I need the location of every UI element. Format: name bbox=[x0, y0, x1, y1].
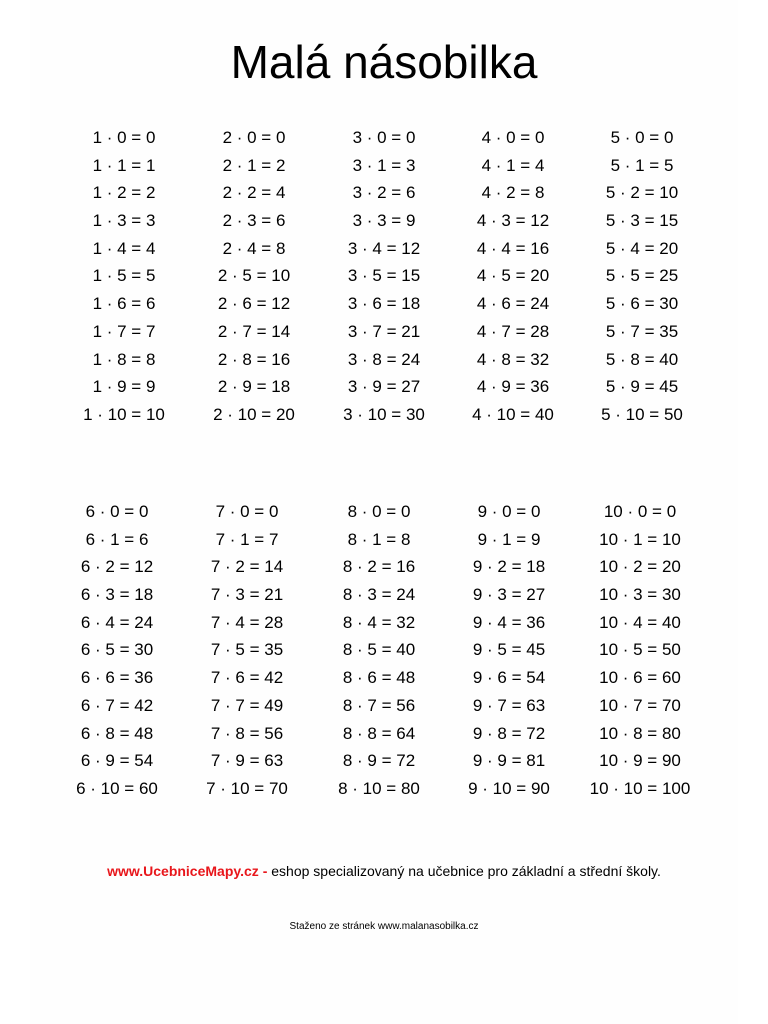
table-row: 7 · 1 = 7 bbox=[215, 529, 279, 549]
table-row: 1 · 4 = 4 bbox=[92, 238, 156, 258]
table-row: 1 · 3 = 3 bbox=[92, 211, 156, 231]
table-row: 6 · 2 = 12 bbox=[80, 557, 154, 577]
table-row: 3 · 6 = 18 bbox=[347, 294, 421, 314]
table-row: 4 · 2 = 8 bbox=[481, 183, 545, 203]
table-row: 6 · 5 = 30 bbox=[80, 640, 154, 660]
table-row: 5 · 4 = 20 bbox=[605, 238, 679, 258]
table-row: 5 · 2 = 10 bbox=[605, 183, 679, 203]
table-row: 8 · 0 = 0 bbox=[347, 502, 411, 521]
table-row: 9 · 7 = 63 bbox=[472, 695, 546, 715]
table-row: 9 · 4 = 36 bbox=[472, 612, 546, 632]
table-row: 3 · 0 = 0 bbox=[352, 128, 416, 147]
table-row: 8 · 9 = 72 bbox=[342, 751, 416, 771]
table-row: 9 · 10 = 90 bbox=[468, 778, 550, 798]
table-row: 10 · 9 = 90 bbox=[599, 751, 681, 771]
table-row: 1 · 0 = 0 bbox=[92, 128, 156, 147]
table-column bbox=[57, 498, 177, 803]
table-row: 8 · 1 = 8 bbox=[347, 529, 411, 549]
table-row: 5 · 9 = 45 bbox=[605, 377, 679, 397]
table-row: 3 · 8 = 24 bbox=[347, 349, 421, 369]
page-title: Malá násobilka bbox=[230, 36, 538, 88]
table-row: 4 · 8 = 32 bbox=[476, 349, 550, 369]
table-row: 9 · 3 = 27 bbox=[472, 585, 546, 605]
table-row: 1 · 8 = 8 bbox=[92, 349, 156, 369]
table-row: 2 · 7 = 14 bbox=[217, 321, 291, 341]
table-row: 2 · 4 = 8 bbox=[222, 238, 286, 258]
table-row: 7 · 4 = 28 bbox=[210, 612, 284, 632]
table-row: 3 · 4 = 12 bbox=[347, 238, 421, 258]
table-row: 6 · 4 = 24 bbox=[80, 612, 154, 632]
table-row: 5 · 3 = 15 bbox=[605, 211, 679, 231]
table-row: 8 · 3 = 24 bbox=[342, 585, 416, 605]
table-row: 9 · 1 = 9 bbox=[477, 529, 541, 549]
table-row: 10 · 6 = 60 bbox=[599, 668, 681, 688]
table-row: 1 · 2 = 2 bbox=[92, 183, 156, 203]
table-column bbox=[580, 498, 700, 803]
table-row: 10 · 5 = 50 bbox=[599, 640, 681, 660]
table-row: 3 · 10 = 30 bbox=[343, 404, 425, 424]
table-row: 1 · 9 = 9 bbox=[92, 377, 156, 397]
table-row: 9 · 2 = 18 bbox=[472, 557, 546, 577]
table-row: 7 · 9 = 63 bbox=[210, 751, 284, 771]
table-row: 7 · 5 = 35 bbox=[210, 640, 284, 660]
source-note: Staženo ze stránek www.malanasobilka.cz bbox=[289, 921, 479, 932]
table-row: 4 · 0 = 0 bbox=[481, 128, 545, 147]
table-row: 6 · 7 = 42 bbox=[80, 695, 154, 715]
table-row: 6 · 8 = 48 bbox=[80, 723, 154, 743]
table-row: 1 · 6 = 6 bbox=[92, 294, 156, 314]
table-column bbox=[453, 124, 573, 429]
table-row: 7 · 0 = 0 bbox=[215, 502, 279, 521]
table-column bbox=[187, 498, 307, 803]
table-row: 10 · 2 = 20 bbox=[599, 557, 681, 577]
table-row: 5 · 1 = 5 bbox=[610, 155, 674, 175]
table-row: 4 · 7 = 28 bbox=[476, 321, 550, 341]
table-column bbox=[64, 124, 184, 429]
table-row: 3 · 2 = 6 bbox=[352, 183, 416, 203]
table-row: 8 · 2 = 16 bbox=[342, 557, 416, 577]
table-row: 10 · 7 = 70 bbox=[599, 695, 681, 715]
table-row: 6 · 10 = 60 bbox=[76, 778, 158, 798]
table-row: 8 · 6 = 48 bbox=[342, 668, 416, 688]
table-row: 10 · 10 = 100 bbox=[589, 778, 691, 798]
table-row: 2 · 2 = 4 bbox=[222, 183, 286, 203]
table-row: 9 · 0 = 0 bbox=[477, 502, 541, 521]
table-row: 4 · 6 = 24 bbox=[476, 294, 550, 314]
shop-footer bbox=[0, 860, 768, 882]
table-row: 9 · 5 = 45 bbox=[472, 640, 546, 660]
table-row: 8 · 4 = 32 bbox=[342, 612, 416, 632]
table-row: 8 · 8 = 64 bbox=[342, 723, 416, 743]
table-row: 10 · 4 = 40 bbox=[599, 612, 681, 632]
table-row: 10 · 3 = 30 bbox=[599, 585, 681, 605]
table-row: 5 · 8 = 40 bbox=[605, 349, 679, 369]
table-row: 2 · 1 = 2 bbox=[222, 155, 286, 175]
table-row: 5 · 5 = 25 bbox=[605, 266, 679, 286]
table-row: 3 · 3 = 9 bbox=[352, 211, 416, 231]
table-row: 7 · 8 = 56 bbox=[210, 723, 284, 743]
table-row: 1 · 1 = 1 bbox=[92, 155, 156, 175]
table-row: 2 · 0 = 0 bbox=[222, 128, 286, 147]
table-row: 4 · 5 = 20 bbox=[476, 266, 550, 286]
table-row: 6 · 3 = 18 bbox=[80, 585, 154, 605]
table-row: 5 · 7 = 35 bbox=[605, 321, 679, 341]
table-row: 7 · 2 = 14 bbox=[210, 557, 284, 577]
table-row: 5 · 6 = 30 bbox=[605, 294, 679, 314]
table-row: 9 · 8 = 72 bbox=[472, 723, 546, 743]
table-row: 4 · 9 = 36 bbox=[476, 377, 550, 397]
table-row: 3 · 9 = 27 bbox=[347, 377, 421, 397]
table-row: 6 · 1 = 6 bbox=[85, 529, 149, 549]
tables-top-block bbox=[0, 124, 768, 424]
table-row: 2 · 6 = 12 bbox=[217, 294, 291, 314]
table-row: 3 · 1 = 3 bbox=[352, 155, 416, 175]
table-row: 10 · 0 = 0 bbox=[603, 502, 677, 521]
table-row: 8 · 5 = 40 bbox=[342, 640, 416, 660]
table-row: 2 · 8 = 16 bbox=[217, 349, 291, 369]
table-row: 8 · 10 = 80 bbox=[338, 778, 420, 798]
table-row: 1 · 5 = 5 bbox=[92, 266, 156, 286]
table-row: 7 · 6 = 42 bbox=[210, 668, 284, 688]
table-column bbox=[319, 498, 439, 803]
table-row: 2 · 9 = 18 bbox=[217, 377, 291, 397]
table-row: 7 · 10 = 70 bbox=[206, 778, 288, 798]
table-row: 4 · 4 = 16 bbox=[476, 238, 550, 258]
table-row: 1 · 10 = 10 bbox=[83, 404, 165, 424]
table-row: 6 · 0 = 0 bbox=[85, 502, 149, 521]
table-column bbox=[324, 124, 444, 429]
table-column bbox=[449, 498, 569, 803]
table-row: 10 · 1 = 10 bbox=[599, 529, 681, 549]
table-row: 10 · 8 = 80 bbox=[599, 723, 681, 743]
tables-bottom-block bbox=[0, 498, 768, 798]
table-row: 2 · 10 = 20 bbox=[213, 404, 295, 424]
table-row: 1 · 7 = 7 bbox=[92, 321, 156, 341]
table-row: 3 · 5 = 15 bbox=[347, 266, 421, 286]
footer-dash: - bbox=[258, 863, 272, 879]
table-row: 5 · 10 = 50 bbox=[601, 404, 683, 424]
table-row: 6 · 9 = 54 bbox=[80, 751, 154, 771]
table-row: 5 · 0 = 0 bbox=[610, 128, 674, 147]
shop-description: eshop specializovaný na učebnice pro základní a střední školy. bbox=[271, 863, 661, 879]
table-row: 4 · 10 = 40 bbox=[472, 404, 554, 424]
table-row: 8 · 7 = 56 bbox=[342, 695, 416, 715]
table-column bbox=[194, 124, 314, 429]
table-row: 7 · 3 = 21 bbox=[210, 585, 284, 605]
table-row: 9 · 6 = 54 bbox=[472, 668, 546, 688]
table-row: 4 · 1 = 4 bbox=[481, 155, 545, 175]
table-row: 7 · 7 = 49 bbox=[210, 695, 284, 715]
table-row: 6 · 6 = 36 bbox=[80, 668, 154, 688]
table-row: 3 · 7 = 21 bbox=[347, 321, 421, 341]
table-row: 2 · 5 = 10 bbox=[217, 266, 291, 286]
table-row: 4 · 3 = 12 bbox=[476, 211, 550, 231]
table-column bbox=[582, 124, 702, 429]
table-row: 9 · 9 = 81 bbox=[472, 751, 546, 771]
shop-link[interactable]: www.UcebniceMapy.cz bbox=[107, 863, 259, 879]
table-row: 2 · 3 = 6 bbox=[222, 211, 286, 231]
